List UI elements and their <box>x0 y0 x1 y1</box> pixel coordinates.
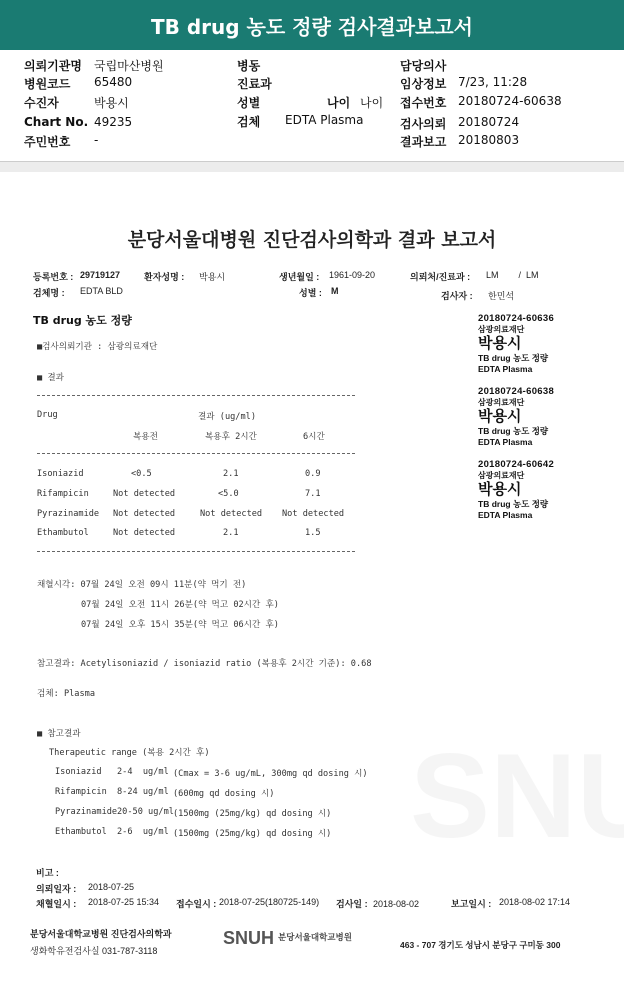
age-value: 나이 <box>360 96 384 110</box>
request-label: 검사의뢰 <box>400 117 447 131</box>
reference-heading: ■ 참고결과 <box>37 729 81 739</box>
sticker-test: TB drug 농도 정량 <box>478 499 549 509</box>
watermark-logo <box>410 727 624 865</box>
sticker-id: 20180724-60638 <box>478 386 555 397</box>
sticker-org: 삼광의료재단 <box>478 398 525 407</box>
table-top-rule <box>37 395 355 396</box>
receiver-label: 수진자 <box>24 96 59 110</box>
col-result: 결과 (ug/ml) <box>198 412 256 422</box>
sticker-org: 삼광의료재단 <box>478 471 525 480</box>
sticker-id: 20180724-60642 <box>478 459 555 470</box>
col-pre: 복용전 <box>133 432 158 442</box>
tester-value: 한민석 <box>488 291 515 301</box>
receive-label: 접수일시 : <box>176 899 217 909</box>
reg-value: 29719127 <box>80 270 121 280</box>
ref-note: (Cmax = 3-6 ug/mL, 300mg qd dosing 시) <box>173 769 368 779</box>
footer-address: 463 - 707 경기도 성남시 분당구 구미동 300 <box>400 940 561 950</box>
specimen-line: 검체: Plasma <box>37 689 95 699</box>
sticker-specimen: EDTA Plasma <box>478 364 533 374</box>
sticker-name: 박용시 <box>478 407 522 425</box>
patient-value: 박용시 <box>199 272 226 282</box>
ref-range: 8-24 ug/ml <box>117 787 169 797</box>
chart-value: 49235 <box>94 115 133 129</box>
accession-label: 접수번호 <box>400 96 447 110</box>
ref-drug: Isoniazid <box>55 767 102 777</box>
client-label: 의뢰처/진료과 : <box>410 272 471 282</box>
section-divider <box>0 162 624 172</box>
specimen-value: EDTA Plasma <box>285 113 364 127</box>
ref-drug: Rifampicin <box>55 787 107 797</box>
scanned-report <box>0 172 624 1000</box>
report-date-label: 보고일시 : <box>451 899 492 909</box>
therapeutic-range: Therapeutic range (복용 2시간 후) <box>49 748 210 758</box>
ref-range: 2-6 ug/ml <box>117 827 169 837</box>
col-2h: 복용후 2시간 <box>205 432 257 442</box>
row-2h: 2.1 <box>223 469 239 479</box>
row-pre: Not detected <box>113 489 176 499</box>
result-heading: ■ 결과 <box>37 373 64 383</box>
draw-label: 채혈일시 : <box>36 899 77 909</box>
row-pre: Not detected <box>113 509 176 519</box>
ref-note: (600mg qd dosing 시) <box>173 789 275 799</box>
row-6h: Not detected <box>282 509 345 519</box>
snuh-logo-subtitle <box>278 934 352 943</box>
col-6h: 6시간 <box>303 432 325 442</box>
ward-label: 병동 <box>237 59 261 73</box>
test-date-label: 검사일 : <box>336 899 368 909</box>
dob-label: 생년월일 : <box>279 272 320 282</box>
row-drug: Pyrazinamide <box>37 509 100 519</box>
doc-sex-label: 성별 : <box>299 288 322 298</box>
hospital-label: 의뢰기관명 <box>24 59 82 73</box>
specimen-sticker <box>478 386 618 447</box>
specimen-name-label: 검체명 : <box>33 288 65 298</box>
specimen-sticker <box>478 313 618 374</box>
row-6h: 1.5 <box>305 528 321 538</box>
receive-value: 2018-07-25(180725-149) <box>219 897 320 907</box>
row-2h: Not detected <box>200 509 263 519</box>
col-drug: Drug <box>37 410 58 420</box>
doc-sex-value: M <box>331 286 339 296</box>
specimen-sticker <box>478 459 618 520</box>
snuh-logo-text: SNUH <box>223 928 275 948</box>
code-label: 병원코드 <box>24 77 71 91</box>
clinical-label: 임상정보 <box>400 77 447 91</box>
ref-drug: Ethambutol <box>55 827 107 837</box>
rrn-label: 주민번호 <box>24 135 71 149</box>
sampling-line: 채혈시각: 07월 24일 오전 09시 11분(약 먹기 전) <box>37 580 247 590</box>
sticker-test: TB drug 농도 정량 <box>478 426 549 436</box>
row-drug: Ethambutol <box>37 528 89 538</box>
request-date-value: 2018-07-25 <box>88 882 135 892</box>
sticker-specimen: EDTA Plasma <box>478 437 533 447</box>
row-6h: 7.1 <box>305 489 321 499</box>
doctor-label: 담당의사 <box>400 59 447 73</box>
sticker-test: TB drug 농도 정량 <box>478 353 549 363</box>
row-2h: 2.1 <box>223 528 239 538</box>
test-title: TB drug 농도 정량 <box>33 314 132 327</box>
ref-note: (1500mg (25mg/kg) qd dosing 시) <box>173 809 332 819</box>
snuh-logo-name: 분당서울대학교병원 <box>278 933 352 943</box>
row-pre: <0.5 <box>131 469 152 479</box>
receiver-value: 박용시 <box>94 96 129 110</box>
report-value: 20180803 <box>458 133 520 147</box>
sex-label: 성별 <box>237 96 261 110</box>
age-label: 나이 <box>327 96 351 110</box>
row-pre: Not detected <box>113 528 176 538</box>
report-date-value: 2018-08-02 17:14 <box>499 897 571 907</box>
reference-result: 참고결과: Acetylisoniazid / isoniazid ratio (복용후 2시간 기준): 0.68 <box>37 659 372 669</box>
dob-value: 1961-09-20 <box>329 270 376 280</box>
specimen-label: 검체 <box>237 115 261 129</box>
ref-drug: Pyrazinamide <box>55 807 118 817</box>
institution-line: ■검사의뢰기관 : 삼광의료재단 <box>37 342 158 352</box>
tester-label: 검사자 : <box>441 291 473 301</box>
ref-range: 20-50 ug/ml <box>117 807 174 817</box>
ref-range: 2-4 ug/ml <box>117 767 169 777</box>
request-date-label: 의뢰일자 : <box>36 884 77 894</box>
client-value: LM / LM <box>486 270 539 280</box>
dept-label: 진료과 <box>237 77 272 91</box>
sticker-id: 20180724-60636 <box>478 313 555 324</box>
ref-note: (1500mg (25mg/kg) qd dosing 시) <box>173 829 332 839</box>
draw-value: 2018-07-25 15:34 <box>88 897 160 907</box>
row-drug: Isoniazid <box>37 469 84 479</box>
rrn-value: - <box>94 133 99 147</box>
row-6h: 0.9 <box>305 469 321 479</box>
row-drug: Rifampicin <box>37 489 89 499</box>
sampling-line: 07월 24일 오후 15시 35분(약 먹고 06시간 후) <box>81 620 279 630</box>
clinical-value: 7/23, 11:28 <box>458 75 528 89</box>
snuh-logo <box>223 928 352 949</box>
table-header-rule <box>37 453 355 454</box>
request-value: 20180724 <box>458 115 520 129</box>
test-date-value: 2018-08-02 <box>373 899 420 909</box>
footer-lab: 생화학유전검사실 031-787-3118 <box>30 946 158 956</box>
report-label: 결과보고 <box>400 135 447 149</box>
specimen-name-value: EDTA BLD <box>80 286 123 296</box>
note-label: 비고 : <box>36 868 59 878</box>
code-value: 65480 <box>94 75 133 89</box>
document-title: 분당서울대병원 진단검사의학과 결과 보고서 <box>127 229 497 251</box>
table-bottom-rule <box>37 551 355 552</box>
sticker-name: 박용시 <box>478 334 522 352</box>
reg-label: 등록번호 : <box>33 272 74 282</box>
patient-label: 환자성명 : <box>144 272 185 282</box>
sticker-specimen: EDTA Plasma <box>478 510 533 520</box>
accession-value: 20180724-60638 <box>458 94 562 108</box>
row-2h: <5.0 <box>218 489 239 499</box>
hospital-value: 국립마산병원 <box>94 59 164 73</box>
sticker-name: 박용시 <box>478 480 522 498</box>
chart-label: Chart No. <box>24 115 89 129</box>
sampling-line: 07월 24일 오전 11시 26분(약 먹고 02시간 후) <box>81 600 279 610</box>
sticker-org: 삼광의료재단 <box>478 325 525 334</box>
report-title: TB drug 농도 정량 검사결과보고서 <box>0 0 624 50</box>
footer-org: 분당서울대학교병원 진단검사의학과 <box>30 929 172 939</box>
patient-info-panel <box>0 50 624 162</box>
